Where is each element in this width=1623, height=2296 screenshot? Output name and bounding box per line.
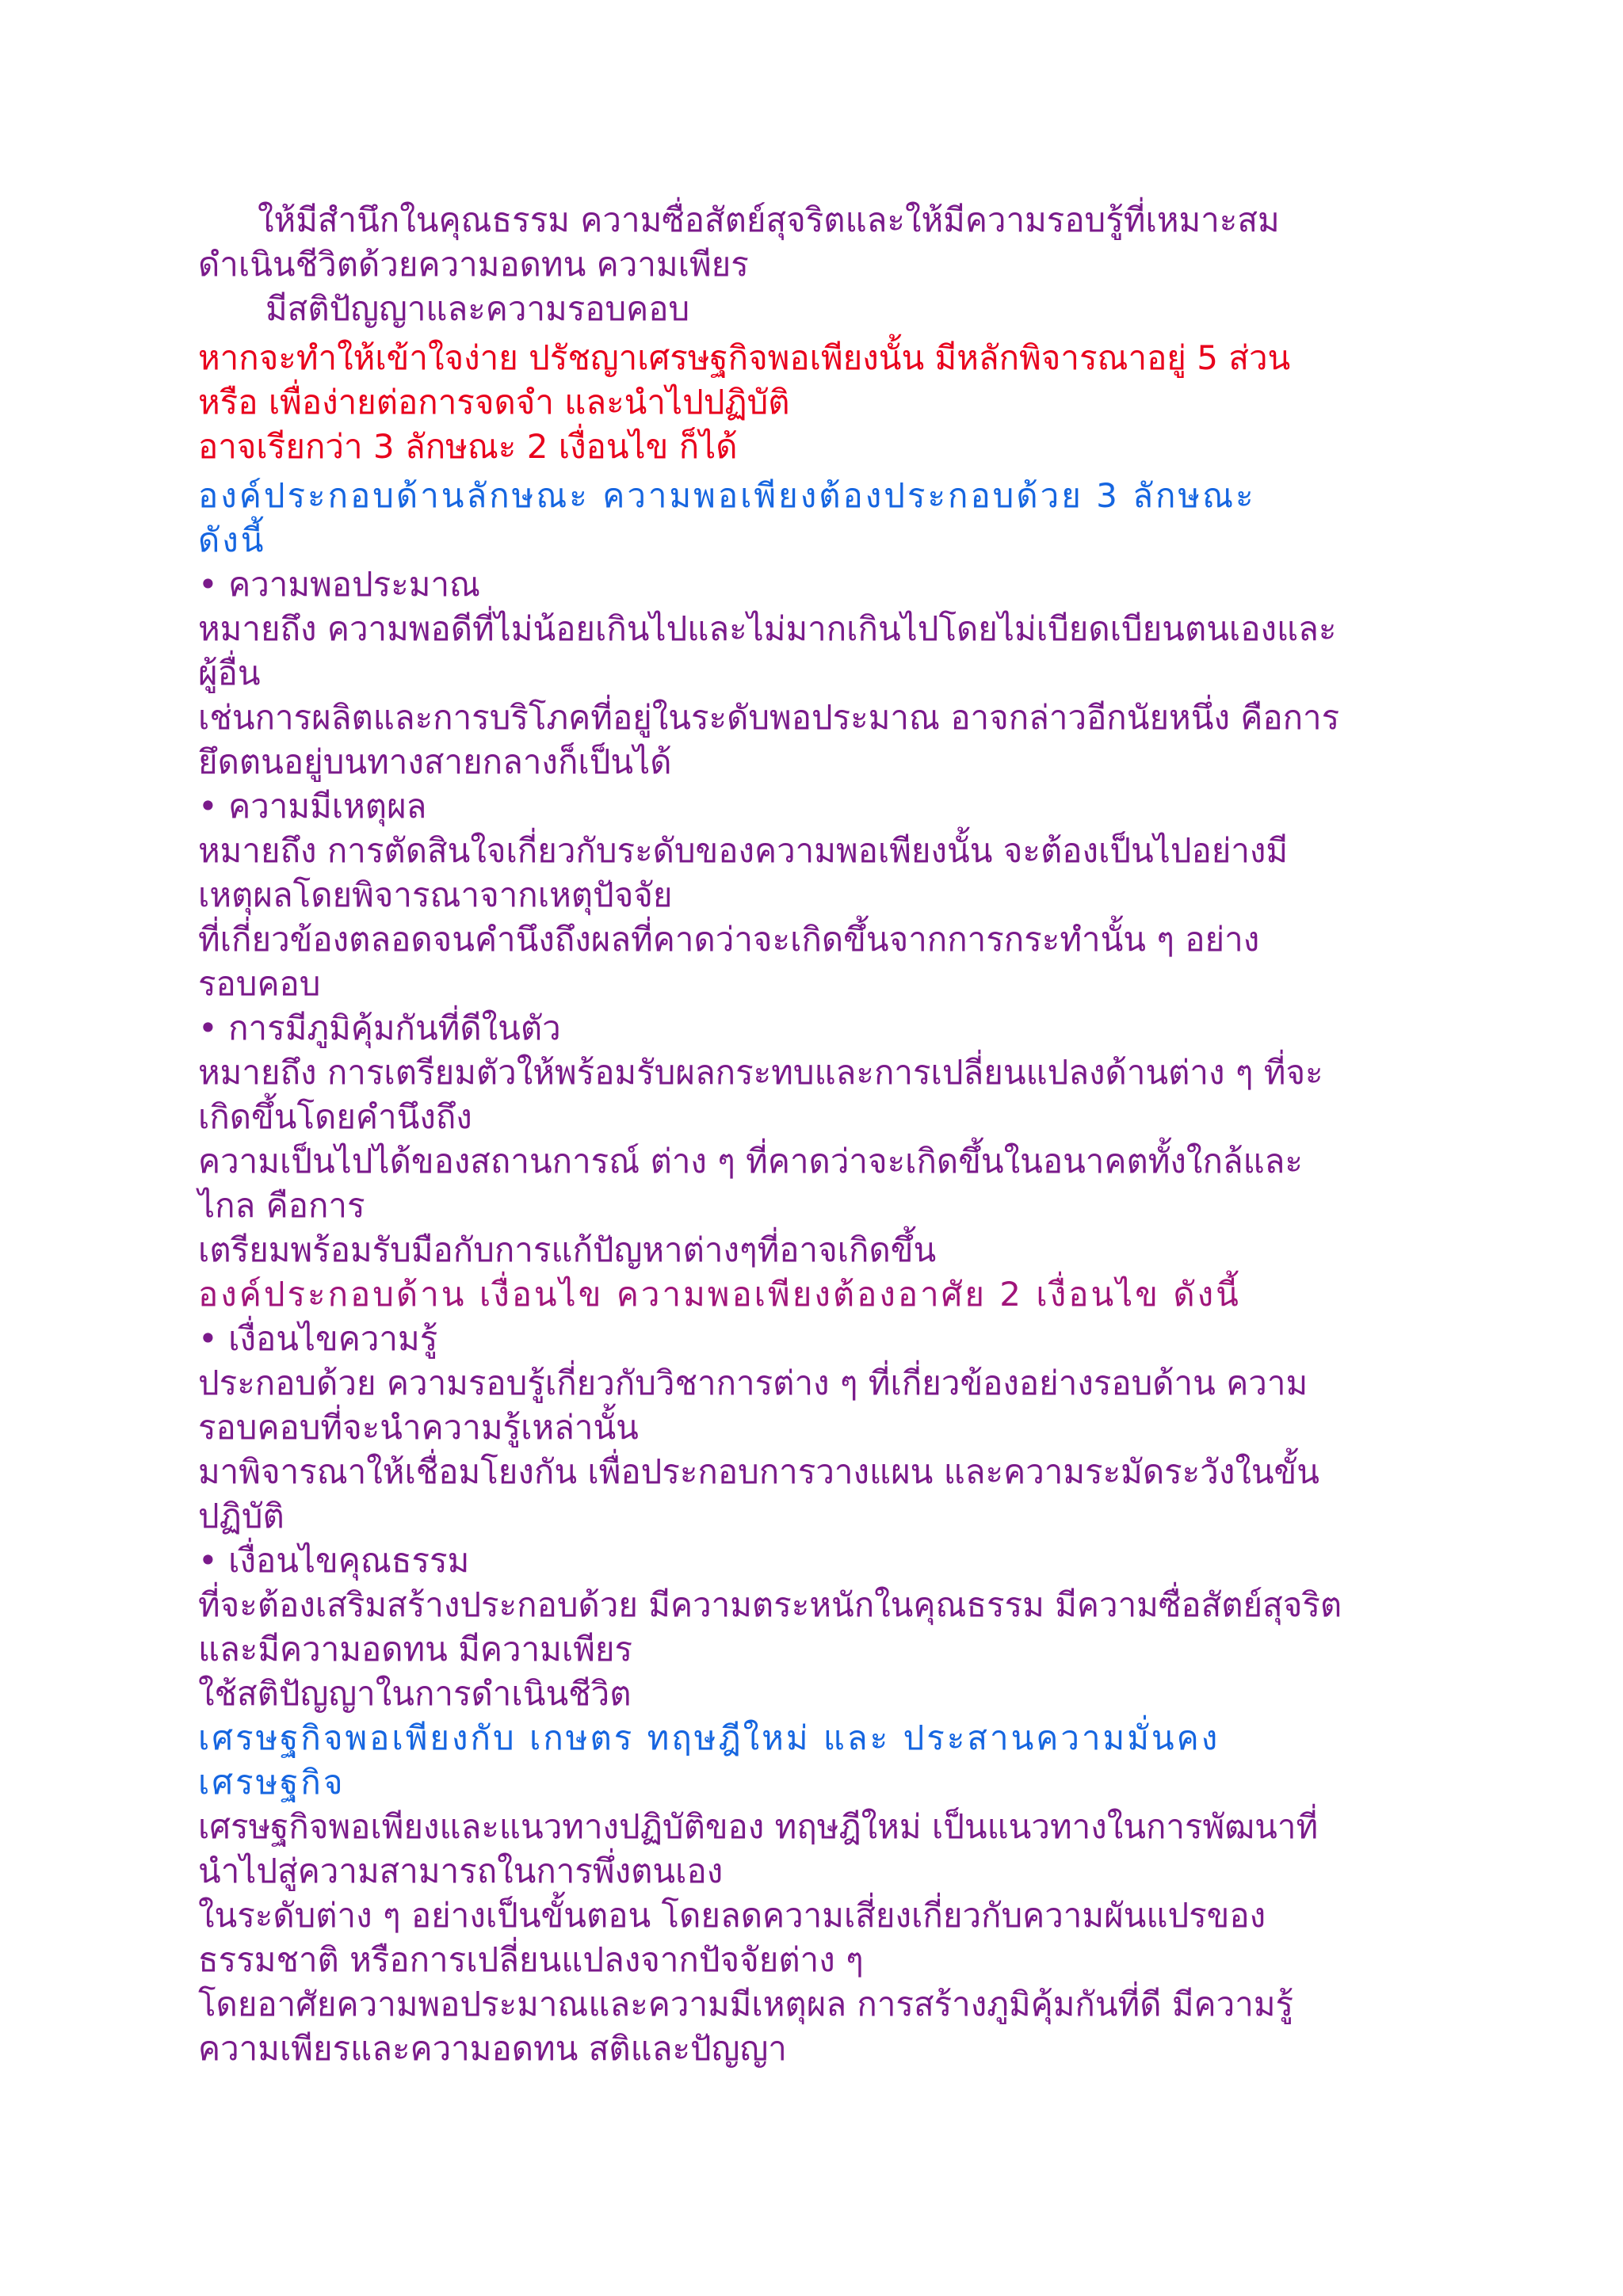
paragraph-line: โดยอาศัยความพอประมาณและความมีเหตุผล การสร้างภูมิคุ้มกันที่ดี มีความรู้ xyxy=(198,1985,1294,2023)
red-text-line: หรือ เพื่อง่ายต่อการจดจำ และนำไปปฏิบัติ xyxy=(198,383,790,421)
paragraph-line: ประกอบด้วย ความรอบรู้เกี่ยวกับวิชาการต่าง ๆ ที่เกี่ยวข้องอย่างรอบด้าน ความ xyxy=(198,1363,1308,1402)
paragraph-line: ผู้อื่น xyxy=(198,654,261,692)
paragraph-line: หมายถึง การเตรียมตัวให้พร้อมรับผลกระทบและการเปลี่ยนแปลงด้านต่าง ๆ ที่จะ xyxy=(198,1053,1323,1092)
paragraph-line: ไกล คือการ xyxy=(198,1186,365,1225)
paragraph-line: รอบคอบ xyxy=(198,964,321,1003)
paragraph-line: รอบคอบที่จะนำความรู้เหล่านั้น xyxy=(198,1408,639,1447)
paragraph-line: ในระดับต่าง ๆ อย่างเป็นขั้นตอน โดยลดความเสี่ยงเกี่ยวกับความผันแปรของ xyxy=(198,1896,1266,1935)
paragraph-line: เช่นการผลิตและการบริโภคที่อยู่ในระดับพอประมาณ อาจกล่าวอีกนัยหนึ่ง คือการ xyxy=(198,698,1340,737)
intro-line: ให้มีสำนึกในคุณธรรม ความซื่อสัตย์สุจริตและให้มีความรอบรู้ที่เหมาะสม xyxy=(258,200,1280,239)
section-heading: องค์ประกอบด้านลักษณะ ความพอเพียงต้องประกอบด้วย 3 ลักษณะ xyxy=(198,476,1256,515)
bullet-title: • เงื่อนไขคุณธรรม xyxy=(198,1541,470,1580)
paragraph-line: ปฏิบัติ xyxy=(198,1497,285,1535)
paragraph-line: ความเพียรและความอดทน สติและปัญญา xyxy=(198,2029,787,2068)
red-text-line: อาจเรียกว่า 3 ลักษณะ 2 เงื่อนไข ก็ได้ xyxy=(198,427,738,466)
paragraph-line: ที่เกี่ยวข้องตลอดจนคำนึงถึงผลที่คาดว่าจะเกิดขึ้นจากการกระทำนั้น ๆ อย่าง xyxy=(198,920,1260,959)
section-heading: เศรษฐกิจ xyxy=(198,1763,346,1802)
paragraph-line: เกิดขึ้นโดยคำนึงถึง xyxy=(198,1097,472,1136)
paragraph-line: ยึดตนอยู่บนทางสายกลางก็เป็นได้ xyxy=(198,742,672,781)
paragraph-line: มาพิจารณาให้เชื่อมโยงกัน เพื่อประกอบการวางแผน และความระมัดระวังในขั้น xyxy=(198,1452,1319,1491)
bullet-title: • ความพอประมาณ xyxy=(198,565,480,604)
paragraph-line: ที่จะต้องเสริมสร้างประกอบด้วย มีความตระหนักในคุณธรรม มีความซื่อสัตย์สุจริต xyxy=(198,1585,1342,1624)
intro-line: มีสติปัญญาและความรอบคอบ xyxy=(265,289,690,328)
bullet-title: • ความมีเหตุผล xyxy=(198,787,427,826)
paragraph-line: นำไปสู่ความสามารถในการพึ่งตนเอง xyxy=(198,1852,724,1890)
paragraph-line: ใช้สติปัญญาในการดำเนินชีวิต xyxy=(198,1674,632,1713)
bullet-title: • เงื่อนไขความรู้ xyxy=(198,1319,438,1358)
paragraph-line: หมายถึง ความพอดีที่ไม่น้อยเกินไปและไม่มากเกินไปโดยไม่เบียดเบียนตนเองและ xyxy=(198,609,1337,648)
intro-line: ดำเนินชีวิตด้วยความอดทน ความเพียร xyxy=(198,245,749,284)
document-body xyxy=(198,198,1434,2071)
paragraph-line: หมายถึง การตัดสินใจเกี่ยวกับระดับของความพอเพียงนั้น จะต้องเป็นไปอย่างมี xyxy=(198,831,1289,870)
section-heading: เศรษฐกิจพอเพียงกับ เกษตร ทฤษฎีใหม่ และ ประสานความมั่นคง xyxy=(198,1718,1220,1757)
red-text-line: หากจะทำให้เข้าใจง่าย ปรัชญาเศรษฐกิจพอเพียงนั้น มีหลักพิจารณาอยู่ 5 ส่วน xyxy=(198,338,1291,377)
paragraph-line: และมีความอดทน มีความเพียร xyxy=(198,1630,633,1669)
section-heading: องค์ประกอบด้าน เงื่อนไข ความพอเพียงต้องอาศัย 2 เงื่อนไข ดังนี้ xyxy=(198,1275,1241,1314)
paragraph-line: ความเป็นไปได้ของสถานการณ์ ต่าง ๆ ที่คาดว่าจะเกิดขึ้นในอนาคตทั้งใกล้และ xyxy=(198,1142,1303,1180)
paragraph-line: ธรรมชาติ หรือการเปลี่ยนแปลงจากปัจจัยต่าง ๆ xyxy=(198,1940,864,1979)
paragraph-line: เศรษฐกิจพอเพียงและแนวทางปฏิบัติของ ทฤษฎีใหม่ เป็นแนวทางในการพัฒนาที่ xyxy=(198,1807,1319,1846)
bullet-title: • การมีภูมิคุ้มกันที่ดีในตัว xyxy=(198,1009,561,1047)
paragraph-line: เตรียมพร้อมรับมือกับการแก้ปัญหาต่างๆที่อาจเกิดขึ้น xyxy=(198,1230,937,1269)
paragraph-line: เหตุผลโดยพิจารณาจากเหตุปัจจัย xyxy=(198,875,673,914)
section-heading: ดังนี้ xyxy=(198,521,266,559)
